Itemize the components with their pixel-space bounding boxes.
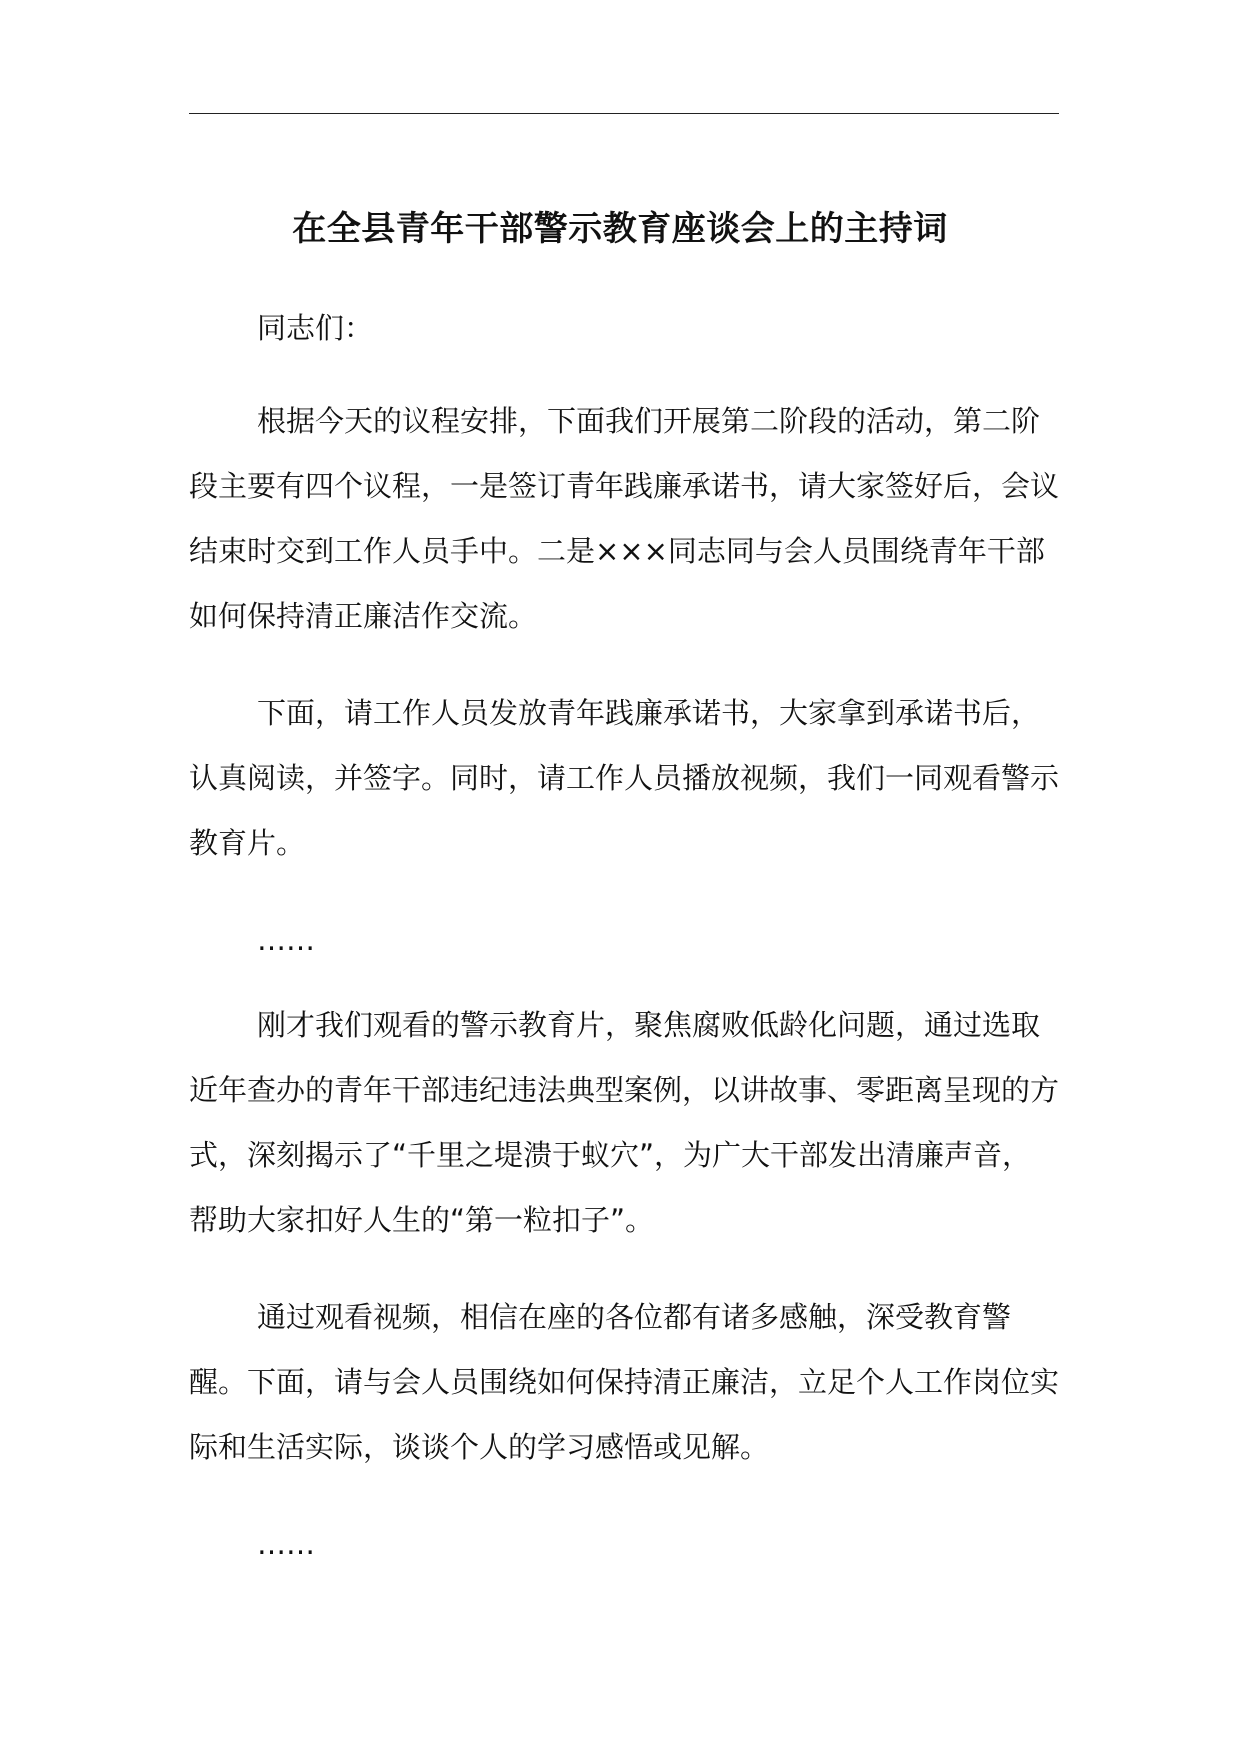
- header-divider: [189, 113, 1059, 114]
- document-title: 在全县青年干部警示教育座谈会上的主持词: [292, 209, 948, 249]
- paragraph-discussion: 通过观看视频，相信在座的各位都有诸多感触，深受教育警醒。下面，请与会人员围绕如何保持清正廉洁，立足个人工作岗位实际和生活实际，谈谈个人的学习感悟或见解。: [189, 1300, 1060, 1464]
- paragraph-distribute-pledge: 下面，请工作人员发放青年践廉承诺书，大家拿到承诺书后，认真阅读，并签字。同时，请工作人员播放视频，我们一同观看警示教育片。: [189, 696, 1060, 860]
- paragraph-video-summary: 刚才我们观看的警示教育片，聚焦腐败低龄化问题，通过选取近年查办的青年干部违纪违法典型案例，以讲故事、零距离呈现的方式，深刻揭示了“千里之堤溃于蚁穴”，为广大干部发出清廉声音，帮助大家扣好人生的“第一粒扣子”。: [189, 1008, 1060, 1237]
- ellipsis-1: ……: [257, 923, 315, 957]
- salutation: 同志们：: [257, 311, 374, 345]
- ellipsis-2: ……: [257, 1527, 315, 1561]
- paragraph-agenda: 根据今天的议程安排，下面我们开展第二阶段的活动，第二阶段主要有四个议程，一是签订青年践廉承诺书，请大家签好后，会议结束时交到工作人员手中。二是×××同志同与会人员围绕青年干部如何保持清正廉洁作交流。: [189, 404, 1060, 633]
